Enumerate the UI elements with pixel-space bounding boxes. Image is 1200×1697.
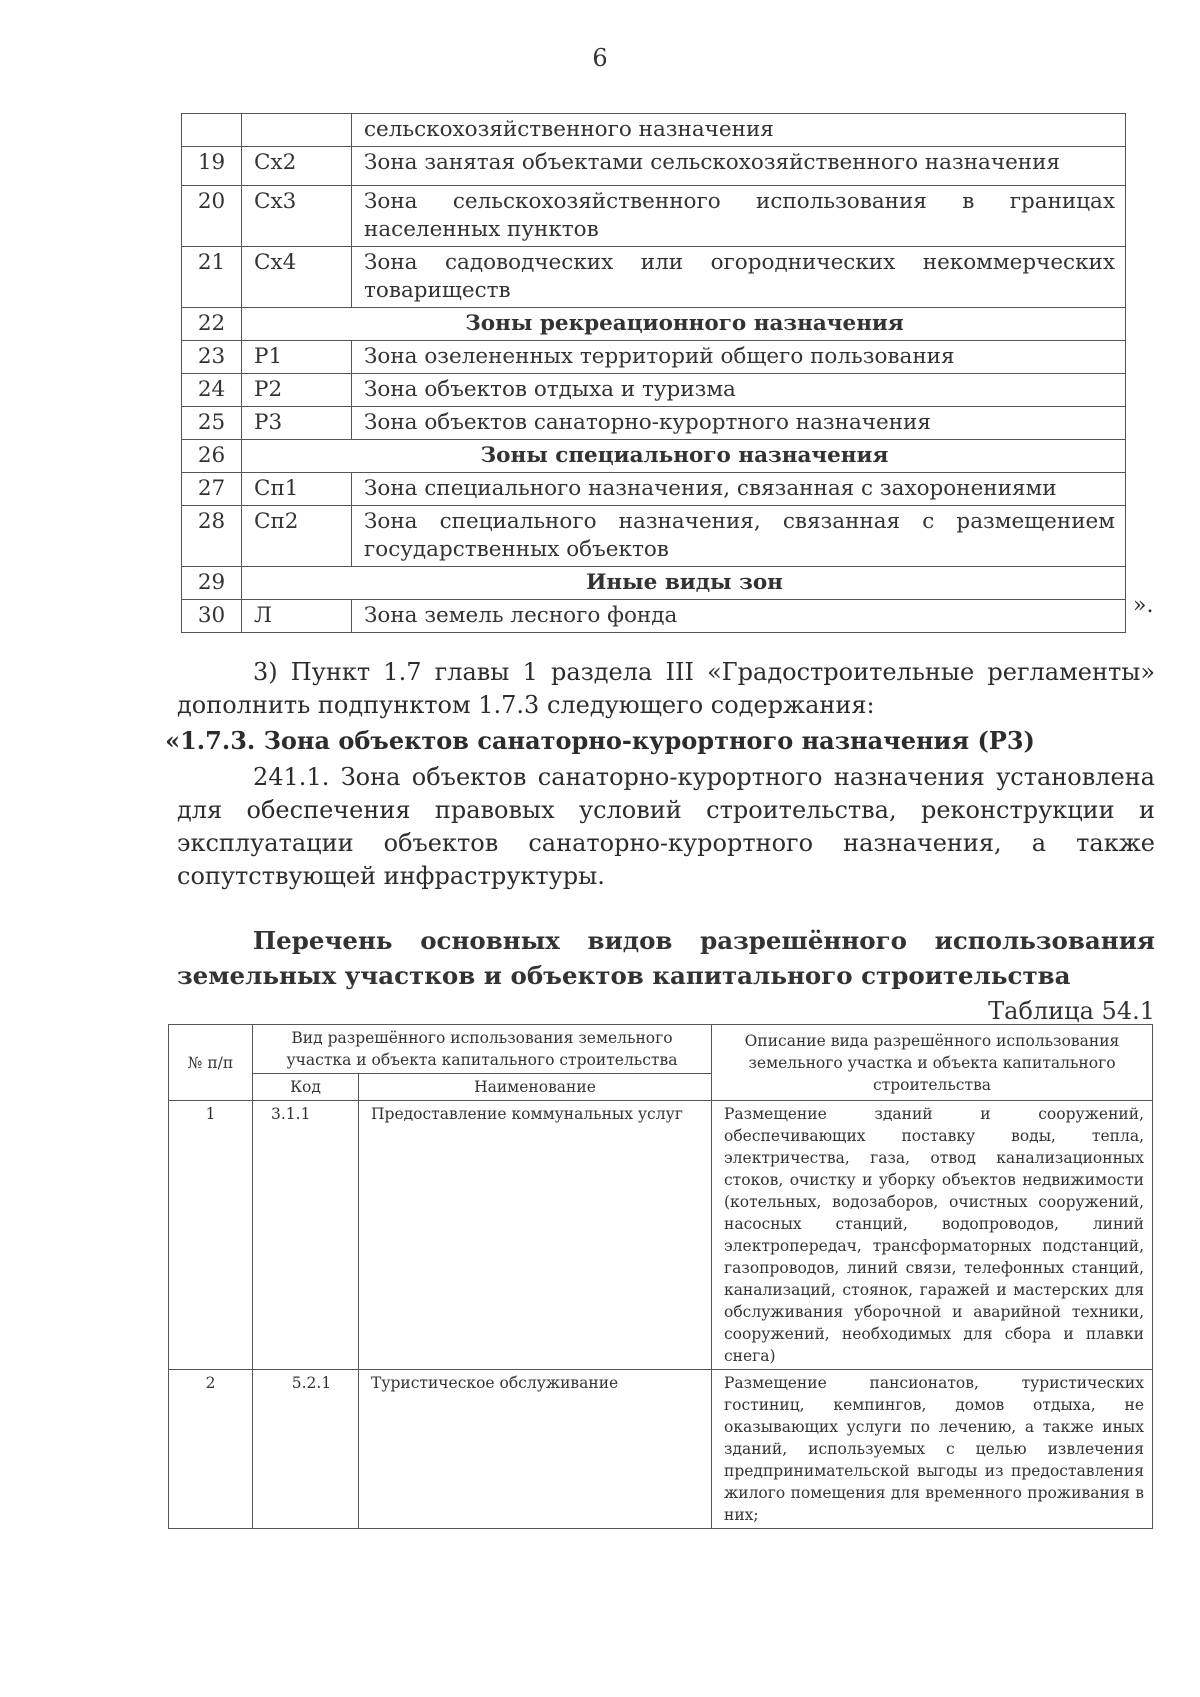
use-description: Размещение пансионатов, туристических гостиниц, кемпингов, домов отдыха, не оказывающих услуги по лечению, а также иных зданий, используемых с целью извлечения предпринимательской выгоды из предоставления жилого помещения для временного проживания в них; — [712, 1370, 1153, 1529]
closing-quote: ». — [1133, 593, 1154, 618]
table-row — [182, 247, 1126, 308]
table-row — [182, 186, 1126, 247]
zone-code: Сп2 — [242, 506, 352, 567]
table-label: Таблица 54.1 — [988, 997, 1155, 1025]
zone-name: Зона объектов отдыха и туризма — [352, 374, 1126, 407]
table-header-row — [169, 1025, 1153, 1074]
zone-group-title: Иные виды зон — [242, 567, 1126, 600]
page-number: 6 — [592, 44, 608, 72]
use-description: Размещение зданий и сооружений, обеспечивающих поставку воды, тепла, электричества, газа, отвод канализационных стоков, очистку и уборку объектов недвижимости (котельных, водозаборов, очистных сооружений, насосных станций, водопроводов, линий электропередач, трансформаторных подстанций, газопроводов, линий связи, телефонных станций, канализаций, стоянок, гаражей и мастерских для обслуживания уборочной и аварийной техники, сооружений, необходимых для сбора и плавки снега) — [712, 1101, 1153, 1370]
zone-name: Зона специального назначения, связанная с захоронениями — [352, 473, 1126, 506]
use-code: 5.2.1 — [253, 1370, 359, 1529]
table-row — [182, 114, 1126, 147]
zone-code: Сх3 — [242, 186, 352, 247]
zone-code: Р2 — [242, 374, 352, 407]
zone-name: Зона земель лесного фонда — [352, 600, 1126, 633]
zone-code: Р1 — [242, 341, 352, 374]
row-number: 20 — [182, 186, 242, 247]
table-group-row — [182, 567, 1126, 600]
table-row — [182, 374, 1126, 407]
zone-name: Зона занятая объектами сельскохозяйственного назначения — [352, 147, 1126, 186]
uses-table — [168, 1024, 1153, 1529]
zones-table — [181, 113, 1126, 633]
zone-name: Зона объектов санаторно-курортного назначения — [352, 407, 1126, 440]
table-row — [182, 600, 1126, 633]
header-name: Наименование — [359, 1074, 712, 1101]
zone-name: Зона сельскохозяйственного использования в границах населенных пунктов — [352, 186, 1126, 247]
subsection-heading: «1.7.3. Зона объектов санаторно-курортного назначения (Р3) — [165, 726, 1035, 755]
zone-group-title: Зоны рекреационного назначения — [242, 308, 1126, 341]
table-group-row — [182, 440, 1126, 473]
row-number: 1 — [169, 1101, 253, 1370]
use-name: Туристическое обслуживание — [359, 1370, 712, 1529]
zone-code: Сп1 — [242, 473, 352, 506]
header-num: № п/п — [169, 1025, 253, 1101]
row-number: 28 — [182, 506, 242, 567]
zone-code: Р3 — [242, 407, 352, 440]
zone-name: Зона садоводческих или огороднических некоммерческих товариществ — [352, 247, 1126, 308]
zone-group-title: Зоны специального назначения — [242, 440, 1126, 473]
row-number: 22 — [182, 308, 242, 341]
use-code: 3.1.1 — [253, 1101, 359, 1370]
row-number: 24 — [182, 374, 242, 407]
header-description: Описание вида разрешённого использования земельного участка и объекта капитального строительства — [712, 1025, 1153, 1101]
row-number: 19 — [182, 147, 242, 186]
row-number: 29 — [182, 567, 242, 600]
table-row — [182, 407, 1126, 440]
row-number: 23 — [182, 341, 242, 374]
row-number: 30 — [182, 600, 242, 633]
list-title: Перечень основных видов разрешённого использования земельных участков и объектов капитального строительства — [177, 926, 1155, 990]
row-number: 26 — [182, 440, 242, 473]
header-kind: Вид разрешённого использования земельного участка и объекта капитального строительства — [253, 1025, 712, 1074]
zone-name: сельскохозяйственного назначения — [352, 114, 1126, 147]
table-row — [169, 1101, 1153, 1370]
header-code: Код — [253, 1074, 359, 1101]
zone-code: Л — [242, 600, 352, 633]
use-name: Предоставление коммунальных услуг — [359, 1101, 712, 1370]
table-row — [182, 341, 1126, 374]
table-row — [182, 147, 1126, 186]
table-group-row — [182, 308, 1126, 341]
row-number: 21 — [182, 247, 242, 308]
paragraph-3: 3) Пункт 1.7 главы 1 раздела III «Градостроительные регламенты» дополнить подпунктом 1.7.3 следующего содержания: — [177, 658, 1155, 719]
table-row — [182, 506, 1126, 567]
zone-name: Зона озелененных территорий общего пользования — [352, 341, 1126, 374]
zone-code: Сх2 — [242, 147, 352, 186]
table-row — [182, 473, 1126, 506]
table-row — [169, 1370, 1153, 1529]
row-number: 2 — [169, 1370, 253, 1529]
row-number: 25 — [182, 407, 242, 440]
zone-code: Сх4 — [242, 247, 352, 308]
paragraph-241-1: 241.1. Зона объектов санаторно-курортного назначения установлена для обеспечения правовых условий строительства, реконструкции и эксплуатации объектов санаторно-курортного назначения, а также сопутствующей инфраструктуры. — [177, 763, 1155, 890]
row-number: 27 — [182, 473, 242, 506]
zone-name: Зона специального назначения, связанная с размещением государственных объектов — [352, 506, 1126, 567]
